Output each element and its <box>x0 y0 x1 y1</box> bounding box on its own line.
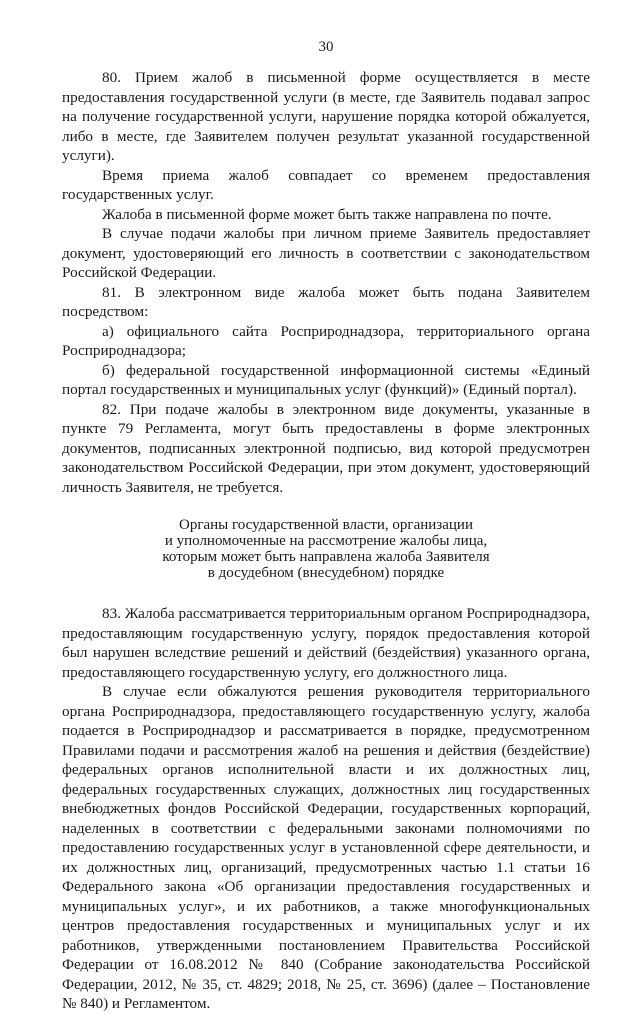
paragraph-81-b: б) федеральной государственной информационной системы «Единый портал государственных и муниципальных услуг (функций)» (Единый портал). <box>62 361 590 398</box>
section-heading-line: которым может быть направлена жалоба Заявителя <box>162 549 490 565</box>
section-heading <box>62 517 590 581</box>
paragraph-83: 83. Жалоба рассматривается территориальным органом Росприроднадзора, предоставляющим государственную услугу, порядок предоставления которой был нарушен вследствие решений и действий (бездействия) указанного органа, предоставляющего государственную услугу, его должностного лица. <box>62 605 590 681</box>
document-page <box>62 38 590 1014</box>
section-heading-line: в досудебном (внесудебном) порядке <box>207 565 445 581</box>
paragraph-82: 82. При подаче жалобы в электронном виде документы, указанные в пункте 79 Регламента, могут быть предоставлены в форме электронных документов, подписанных электронной подписью, вид которой предусмотрен законодательством Российской Федерации, при этом документ, удостоверяющий личность Заявителя, не требуется. <box>62 400 590 496</box>
section-heading-line: и уполномоченные на рассмотрение жалобы лица, <box>164 533 488 549</box>
paragraph-81: 81. В электронном виде жалоба может быть подана Заявителем посредством: <box>62 283 590 320</box>
paragraph-81-a: а) официального сайта Росприроднадзора, территориального органа Росприроднадзора; <box>62 322 590 359</box>
paragraph-personal-reception: В случае подачи жалобы при личном приеме Заявитель предоставляет документ, удостоверяющий его личность в соответствии с законодательством Российской Федерации. <box>62 225 590 281</box>
paragraph-by-mail: Жалоба в письменной форме может быть также направлена по почте. <box>102 205 552 223</box>
paragraph-reception-time: Время приема жалоб совпадает со временем предоставления государственных услуг. <box>62 166 590 203</box>
paragraph-head-decision-appeal: В случае если обжалуются решения руководителя территориального органа Росприроднадзора, предоставляющего государственную услугу, жалоба подается в Росприроднадзор и рассматривается в порядке, предусмотренном Правилами подачи и рассмотрения жалоб на решения и действия (бездействие) федеральных органов исполнительной власти и их должностных лиц, федеральных государственных служащих, должностных лиц государственных внебюджетных фондов Российской Федерации, государственных корпораций, наделенных в соответствии с федеральными законами полномочиями по предоставлению государственных услуг в установленной сфере деятельности, и их должностных лиц, организаций, предусмотренных частью 1.1 статьи 16 Федерального закона «Об организации предоставления государственных и муниципальных услуг», и их работников, а также многофункциональных центров предоставления государственных и муниципальных услуг и их работников, утвержденными постановлением Правительства Российской Федерации от 16.08.2012 № 840 (Собрание законодательства Российской Федерации, 2012, № 35, ст. 4829; 2018, № 25, ст. 3696) (далее – Постановление № 840) и Регламентом. <box>62 683 590 1012</box>
paragraph-80: 80. Прием жалоб в письменной форме осуществляется в месте предоставления государственной услуги (в месте, где Заявитель подавал запрос на получение государственной услуги, нарушение порядка которой обжалуется, либо в месте, где Заявителем получен результат указанной государственной услуги). <box>62 69 590 164</box>
page-number: 30 <box>318 39 334 55</box>
section-heading-line: Органы государственной власти, организации <box>179 517 473 533</box>
